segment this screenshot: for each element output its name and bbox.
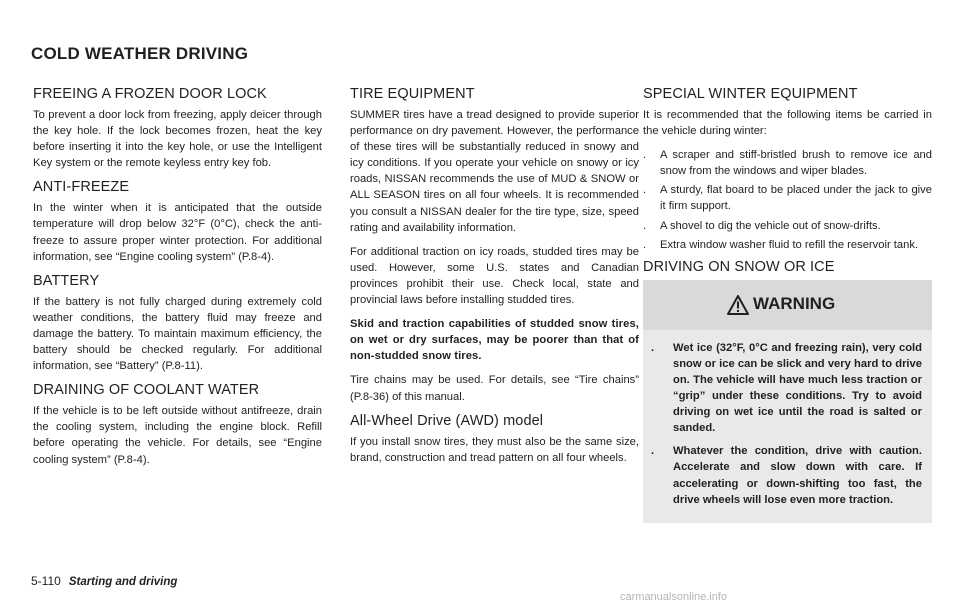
warning-label: WARNING xyxy=(753,293,836,313)
paragraph-winter-items-intro: It is recommended that the following items be carried in the vehicle during winter: xyxy=(643,109,932,138)
warning-triangle-icon xyxy=(727,295,749,315)
warning-item: . Whatever the condition, drive with caution. Accelerate and slow down with care. If accelerating or down-shifting too fast, the drive wheels will lose even more traction. xyxy=(651,445,922,506)
warning-item: . Wet ice (32°F, 0°C and freezing rain), very cold snow or ice can be slick and very hard to drive on. The vehicle will have much less traction or “grip” under these conditions. Try to avoid driving on wet ice until the road is salted or sanded. xyxy=(651,341,922,435)
paragraph-tire-chains: Tire chains may be used. For details, see “Tire chains” (P.8-36) of this manual. xyxy=(350,374,639,403)
paragraph-studded-tires: For additional traction on icy roads, studded tires may be used. However, some U.S. states and Canadian provinces prohibit their use. Check local, state and provincial laws before installing studded tires. xyxy=(350,245,639,307)
column-2 xyxy=(350,86,639,474)
section-title-battery: BATTERY xyxy=(33,272,100,289)
warning-list xyxy=(651,340,922,508)
section-title-draining-coolant: DRAINING OF COOLANT WATER xyxy=(33,382,260,399)
paragraph-draining-coolant: If the vehicle is to be left outside without antifreeze, drain the cooling system, including the engine block. Refill before operating the vehicle. For details, see “Engine cooling system” (P.8-4). xyxy=(33,405,322,466)
paragraph-frozen-door-lock: To prevent a door lock from freezing, apply deicer through the key hole. If the lock becomes frozen, heat the key before inserting it into the key hole, or use the Intelligent Key system or the remote keyless entry key fob. xyxy=(33,109,322,170)
bullet-mark: . xyxy=(643,219,647,232)
list-item: . Extra window washer fluid to refill the reservoir tank. xyxy=(643,237,932,253)
section-title-tire-equipment: TIRE EQUIPMENT xyxy=(350,86,475,102)
section-title-special-winter-equipment: SPECIAL WINTER EQUIPMENT xyxy=(643,86,858,102)
column-1 xyxy=(33,86,322,476)
warning-box xyxy=(643,280,932,523)
warning-body xyxy=(643,330,932,523)
page-number: 5-110 xyxy=(31,574,61,588)
watermark: carmanualsonline.info xyxy=(620,591,728,603)
paragraph-battery: If the battery is not fully charged during extremely cold weather conditions, the battery fluid may freeze and damage the battery. To maintain maximum efficiency, the battery should be checked regularly. For additional information, see “Battery” (P.8-11). xyxy=(33,295,322,373)
bullet-mark: . xyxy=(643,149,647,162)
section-title-frozen-door-lock: FREEING A FROZEN DOOR LOCK xyxy=(33,86,267,102)
section-title-driving-snow-ice: DRIVING ON SNOW OR ICE xyxy=(643,258,835,275)
section-name: Starting and driving xyxy=(68,576,178,588)
winter-equipment-list xyxy=(643,147,932,253)
paragraph-awd-snow-tires: If you install snow tires, they must also be the same size, brand, construction and tread pattern on all four wheels. xyxy=(350,435,639,464)
paragraph-summer-tires: SUMMER tires have a tread designed to provide superior performance on dry pavement. However, the performance of these tires will be substantially reduced in snowy and icy conditions. If you operate your vehicle on snowy or icy roads, NISSAN recommends the use of MUD & SNOW or ALL SEASON tires on all four wheels. It is recommended you consult a NISSAN dealer for the tire type, size, speed rating and availability information. xyxy=(350,109,639,234)
list-item: . A sturdy, flat board to be placed under the jack to give it firm support. xyxy=(643,184,932,213)
list-item: . A shovel to dig the vehicle out of snow-drifts. xyxy=(643,218,932,234)
bullet-mark: . xyxy=(651,341,655,354)
page-footer xyxy=(31,574,177,588)
bullet-mark: . xyxy=(643,184,647,197)
paragraph-anti-freeze: In the winter when it is anticipated that the outside temperature will drop below 32°F (0°C), check the anti-freeze to assure proper winter protection. For additional information, see “Engine cooling system” (P.8-4). xyxy=(33,202,322,263)
column-3 xyxy=(643,86,932,523)
list-item: . A scraper and stiff-bristled brush to remove ice and snow from the windows and wiper blades. xyxy=(643,149,932,178)
bullet-mark: . xyxy=(651,445,655,458)
bullet-mark: . xyxy=(643,238,647,251)
paragraph-studded-caution: Skid and traction capabilities of studded snow tires, on wet or dry surfaces, may be poorer than that of non-studded snow tires. xyxy=(350,318,639,363)
page-title: COLD WEATHER DRIVING xyxy=(31,44,249,63)
warning-header xyxy=(643,280,932,330)
section-title-awd-model: All-Wheel Drive (AWD) model xyxy=(350,412,544,429)
section-title-anti-freeze: ANTI-FREEZE xyxy=(33,179,130,196)
